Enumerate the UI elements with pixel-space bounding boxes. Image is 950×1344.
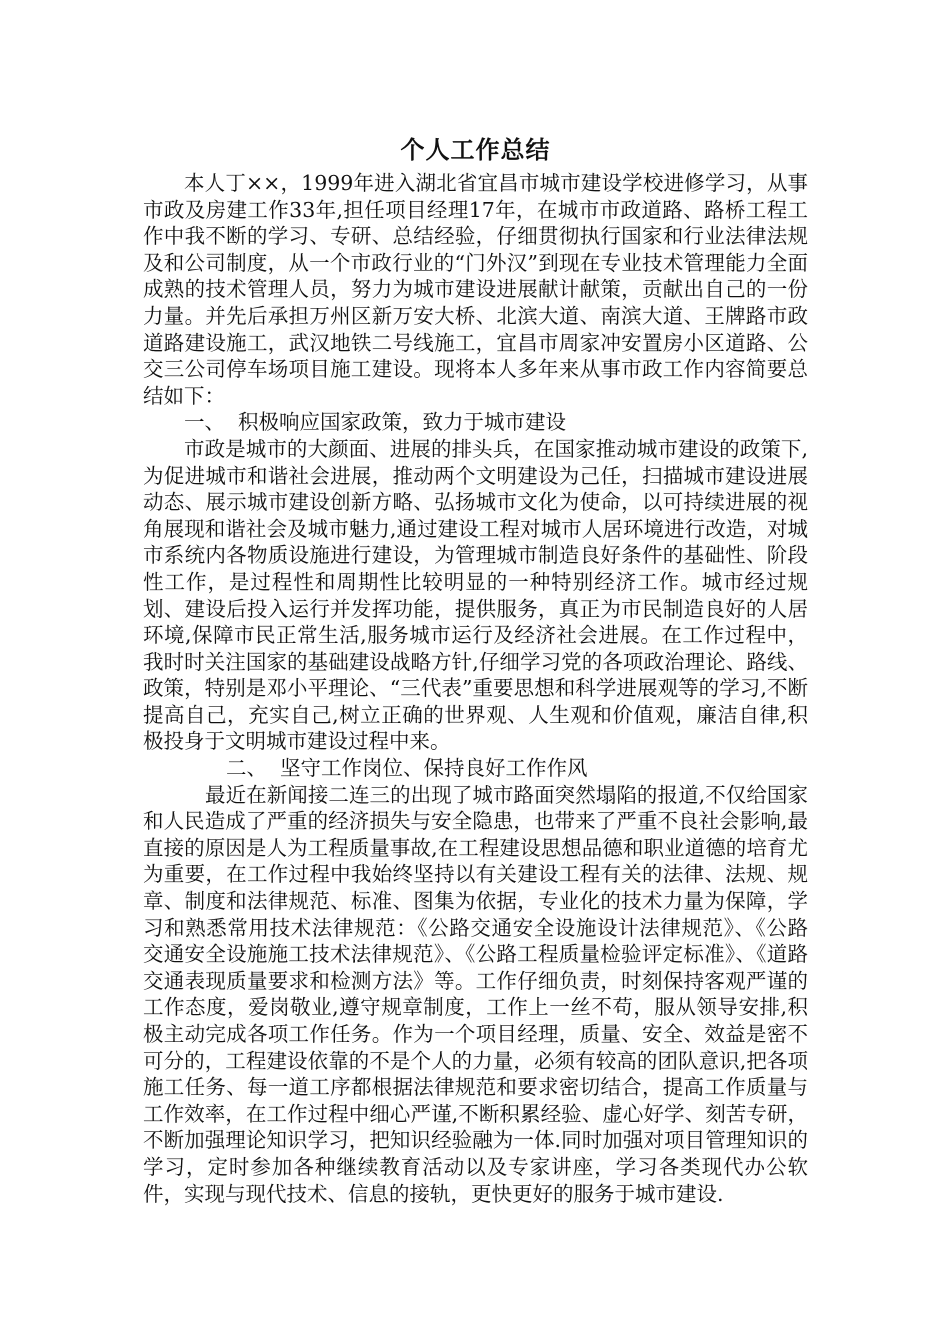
- document-page: [143, 130, 808, 1207]
- section-1-paragraph: 市政是城市的大颜面、进展的排头兵，在国家推动城市建设的政策下,为促进城市和谐社会进展，推动两个文明建设为己任，扫描城市建设进展动态、展示城市建设创新方略、弘扬城市文化为使命，以可持续进展的视角展现和谐社会及城市魅力,通过建设工程对城市人居环境进行改造，对城市系统内各物质设施进行建设，为管理城市制造良好条件的基础性、阶段性工作，是过程性和周期性比较明显的一种特别经济工作。城市经过规划、建设后投入运行并发挥功能，提供服务，真正为市民制造良好的人居环境,保障市民正常生活,服务城市运行及经济社会进展。在工作过程中，我时时关注国家的基础建设战略方针,仔细学习党的各项政治理论、路线、政策，特别是邓小平理论、“三代表”重要思想和科学进展观等的学习,不断提高自己，充实自己,树立正确的世界观、人生观和价值观，廉洁自律,积极投身于文明城市建设过程中来。: [143, 436, 808, 754]
- section-2-heading: 二、 坚守工作岗位、保持良好工作作风: [226, 756, 588, 781]
- section-2-paragraph: 最近在新闻接二连三的出现了城市路面突然塌陷的报道,不仅给国家和人民造成了严重的经济损失与安全隐患，也带来了严重不良社会影响,最直接的原因是人为工程质量事故,在工程建设思想品德和职业道德的培育尤为重要，在工作过程中我始终坚持以有关建设工程有关的法律、法规、规章、制度和法律规范、标准、图集为依据，专业化的技术力量为保障，学习和熟悉常用技术法律规范：《公路交通安全设施设计法律规范》、《公路交通安全设施施工技术法律规范》、《公路工程质量检验评定标准》、《道路交通表现质量要求和检测方法》等。工作仔细负责，时刻保持客观严谨的工作态度，爱岗敬业,遵守规章制度，工作上一丝不苟，服从领导安排,积极主动完成各项工作任务。作为一个项目经理，质量、安全、效益是密不可分的，工程建设依靠的不是个人的力量，必须有较高的团队意识,把各项施工任务、每一道工序都根据法律规范和要求密切结合，提高工作质量与工作效率，在工作过程中细心严谨,不断积累经验、虚心好学、刻苦专研，不断加强理论知识学习，把知识经验融为一体.同时加强对项目管理知识的学习，定时参加各种继续教育活动以及专家讲座，学习各类现代办公软件，实现与现代技术、信息的接轨，更快更好的服务于城市建设.: [143, 782, 808, 1206]
- intro-paragraph: 本人丁××，1999年进入湖北省宜昌市城市建设学校进修学习，从事市政及房建工作33年,担任项目经理17年，在城市市政道路、路桥工程工作中我不断的学习、专研、总结经验，仔细贯彻执行国家和行业法律法规及和公司制度，从一个市政行业的“门外汉”到现在专业技术管理能力全面成熟的技术管理人员，努力为城市建设进展献计献策，贡献出自己的一份力量。并先后承担万州区新万安大桥、北滨大道、南滨大道、王牌路市政道路建设施工，武汉地铁二号线施工，宜昌市周家冲安置房小区道路、公交三公司停车场项目施工建设。现将本人多年来从事市政工作内容简要总结如下：: [143, 171, 808, 408]
- section-1-heading: 一、 积极响应国家政策，致力于城市建设: [184, 410, 567, 435]
- document-title: 个人工作总结: [400, 135, 551, 164]
